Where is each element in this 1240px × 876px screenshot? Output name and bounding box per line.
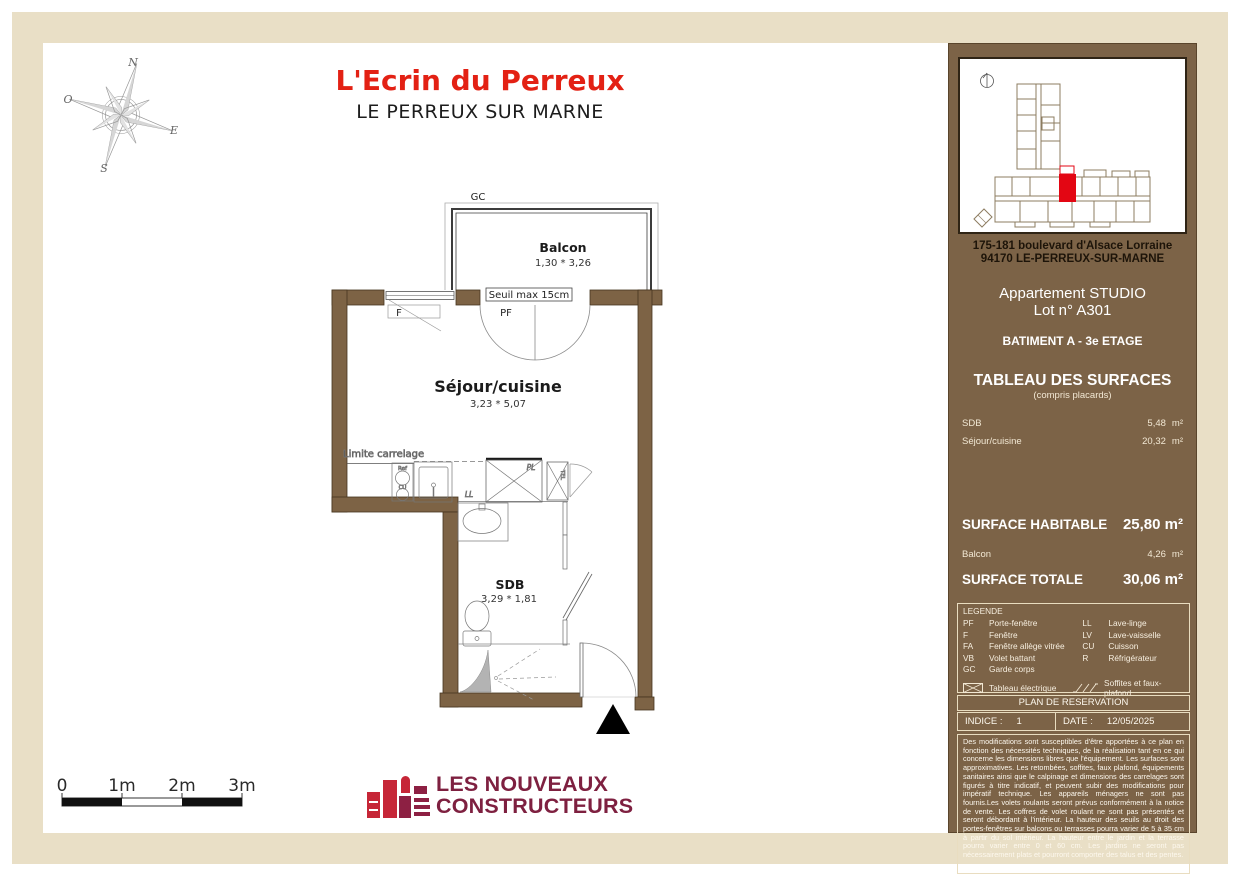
info-sidebar [948,43,1197,860]
lot-number: Lot n° A301 [1033,302,1112,319]
project-title: L'Ecrin du Perreux [335,64,625,97]
entrance-door [580,643,636,697]
apartment-type: Appartement STUDIO [999,285,1146,302]
legend-box [957,603,1190,698]
indice-cell [958,713,1056,730]
legend-item: GC Garde corps [963,664,1035,674]
compass-o-label: O [63,93,73,106]
legend-col-right [1082,618,1184,674]
closet-pl-icon [486,459,542,502]
legend-title: LEGENDE [963,606,1003,616]
svg-text:CU: CU [398,485,407,491]
surface-row-value: 5,48 m² [1147,418,1183,429]
balcon-label: Balcon [962,549,992,560]
legend-item: R Réfrigérateur [1082,652,1157,663]
sejour-dims: 3,23 * 5,07 [470,399,526,410]
limite-carrelage-label: Limite carrelage [343,449,425,460]
legend-item: LL Lave-linge [1082,618,1147,628]
legend-item: LV Lave-vaisselle [1082,629,1161,640]
sdb-label: SDB [495,577,525,592]
window-f-label: F [396,308,402,319]
scale-3m: 3m [228,776,256,796]
legend-columns [963,618,1184,674]
electrical-panel-icon [963,683,983,693]
siteplan-icon [960,59,1185,232]
balcon-value: 4,26 m² [1147,549,1183,560]
date-value: 12/05/2025 [1106,716,1155,727]
balcony-label: Balcon [539,240,587,255]
surface-row-value: 20,32 m² [1142,436,1183,447]
scale-0: 0 [56,776,68,796]
surfaces-title: TABLEAU DES SURFACES [973,372,1172,389]
legend-item: PF Porte-fenêtre [963,618,1038,628]
compass-s-label: S [100,162,108,175]
washbasin-icon [458,503,508,541]
tel-door-swing [570,464,592,497]
compass-e-label: E [169,124,179,137]
surface-row-sdb [949,418,1196,429]
surface-totale-row [949,571,1196,588]
legend-item: VB Volet battant [963,652,1036,663]
skyline-logo-icon [366,770,430,822]
logo-line2: CONSTRUCTEURS [436,794,634,818]
legend-item: F Fenêtre [963,629,1018,640]
tel-closet-icon [547,462,568,500]
scale-1m: 1m [108,776,136,796]
seuil-label: Seuil max 15cm [488,290,570,301]
indice-value: 1 [1016,716,1022,727]
fridge-cooktop-icon [392,463,413,501]
building-floor: BATIMENT A - 3e ETAGE [1002,334,1143,348]
door-pf-label: PF [500,308,512,319]
legend-item: FA Fenêtre allège vitrée [963,641,1065,651]
builder-logo [366,770,696,830]
electrical-panel-label: Tableau électrique [989,683,1057,693]
reservation-banner: PLAN DE RESERVATION [957,695,1190,711]
surface-row-label: SDB [962,418,982,429]
shower-icon [460,649,556,700]
surfaces-subtitle: (compris placards) [1033,390,1112,401]
unit-highlight [1059,174,1076,202]
surface-row-label: Séjour/cuisine [962,436,1022,447]
legend-col-left [963,618,1082,674]
balcony-dims: 1,30 * 3,26 [535,258,591,269]
scale-bar [57,776,256,806]
door-sdb [563,572,592,620]
surface-row-balcon [949,549,1196,560]
washer-label: LL [464,490,474,499]
apartment-block [949,285,1196,319]
sejour-label: Séjour/cuisine [434,377,562,396]
surface-totale-value: 30,06 m² [1122,571,1183,588]
svg-text:Ref: Ref [398,466,407,472]
builder-logo-text [436,773,633,817]
legend-item: CU Cuisson [1082,641,1139,651]
sink-icon [414,462,452,502]
date-label: DATE : [1063,716,1093,727]
compass-rose-icon [54,48,189,183]
surface-habitable-row [949,516,1196,533]
soffit-hatch-icon [1072,683,1098,693]
partitions [458,502,570,646]
soffit-label: Soffites et faux-plafond [1104,678,1162,698]
svg-text:TEL: TEL [559,470,565,480]
compass-n-label: N [128,56,138,69]
project-subtitle: LE PERREUX SUR MARNE [356,101,604,123]
door-pf [480,305,590,360]
address-block [949,240,1196,266]
address-line2: 94170 LE-PERREUX-SUR-MARNE [980,253,1165,265]
plan-walls [332,290,662,710]
indice-label: INDICE : [965,716,1003,727]
date-cell [1056,713,1189,730]
seuil-box [486,288,572,301]
surface-habitable-label: SURFACE HABITABLE [962,517,1108,532]
svg-text:PL: PL [526,463,536,472]
surface-totale-label: SURFACE TOTALE [962,572,1084,587]
gc-label: GC [470,192,486,203]
logo-line1: LES NOUVEAUX [436,772,609,796]
scale-2m: 2m [168,776,196,796]
kitchen-block [343,449,592,502]
indice-date-row [957,712,1190,731]
entrance-arrow [596,704,630,734]
address-line1: 175-181 boulevard d'Alsace Lorraine [972,240,1173,252]
disclaimer-text: Des modifications sont susceptibles d'être apportées à ce plan en fonction des nécessités techniques, de la réalisation tant en ce qui concerne les dimensions libres que l'équipement. Les surfaces sont approximatives. Les retombées, soffites, faux plafond, équipements sanitaires ainsi que le calpinage et dimensions des carrelages sont figurés à titre indicatif, et peuvent subir des modifications pour impératif technique. Les appareils ménagers ne sont pas fournis.Les volets roulants seront prévus conformément à la notice de vente. Les coffres de volet roulant ne sont pas présentés et seront débordant à l'intérieur. La hauteur des seuils au droit des portes-fenêtres sur balcons ou terrasses pourra varier de 5 à 35 cm à partir du sol intérieur. La hauteur entre le jardin et la terrasse pourra varier entre 0 et 60 cm. Les jardins ne seront pas nécessairement plats et pourront comporter des talus et des pentes. [957,734,1190,874]
toilet-icon [463,601,491,646]
sdb-dims: 3,29 * 1,81 [481,594,537,605]
unit-balcony-highlight [1060,166,1074,174]
siteplan-box [958,57,1187,234]
surface-row-sejour [949,436,1196,447]
surface-habitable-value: 25,80 m² [1122,516,1183,533]
